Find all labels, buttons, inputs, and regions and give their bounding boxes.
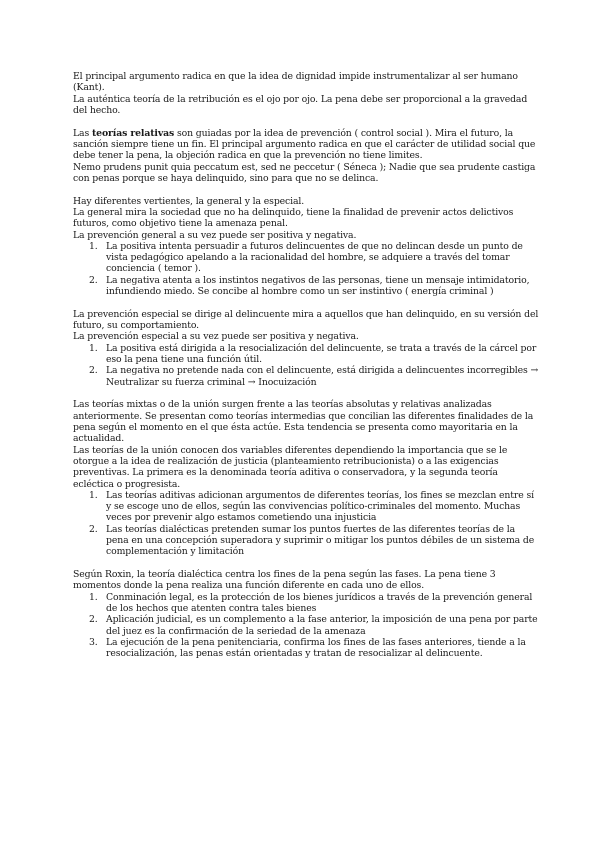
list-item [73,241,540,275]
paragraph-seneca-quote: Nemo prudens punit quia peccatum est, sed ne peccetur ( Séneca ); Nadie que sea prudente castiga con penas porque se haya delinquido, sino para que no se delinca. [73,161,536,184]
paragraph-general: La general mira la sociedad que no ha delinquido, tiene la finalidad de prevenir actos delictivos futuros, como objetivo tiene la amenaza penal. [73,206,514,230]
list-special-prevention [73,343,540,388]
list-item [73,490,540,524]
list-number: 1. [89,342,98,354]
list-number: 2. [89,365,98,377]
text-lead: Las [73,127,92,139]
list-number: 1. [89,489,98,501]
paragraph-relative-theories [73,128,540,162]
list-text: La negativa atenta a los instintos negativos de las personas, tiene un mensaje intimidatorio, infundiendo miedo. Se concibe al hombre como un ser instintivo ( energía criminal ) [106,274,530,298]
list-text: Aplicación judicial, es un complemento a la fase anterior, la imposición de una pena por parte del juez es la confirmación de la seriedad de la amenaza [106,614,538,637]
list-item [73,343,540,366]
list-text: Las teorías dialécticas pretenden sumar los puntos fuertes de las diferentes teorías de la pena en una concepción superadora y suprimir o mitigar los puntos débiles de un sistema de complementación y limitación [106,523,535,558]
list-item [73,524,540,558]
paragraph-mixed-theories: Las teorías mixtas o de la unión surgen frente a las teorías absolutas y relativas analizadas anteriormente. Se presentan como teorías intermedias que concilian las diferentes finalidades de la pena según el momento en el que ésta actúe. Esta tendencia se presenta como mayoritaria en la actualidad. [73,399,534,445]
list-roxin-phases [73,592,540,660]
list-text: La positiva está dirigida a la resocialización del delincuente, se trata a través de la cárcel por eso la pena tiene una función útil. [106,342,537,366]
paragraph-vertientes: Hay diferentes vertientes, la general y la especial. [73,195,305,207]
paragraph-retribution: La auténtica teoría de la retribución es el ojo por ojo. La pena debe ser proporcional a la gravedad del hecho. [73,93,528,116]
list-general-prevention [73,241,540,297]
list-text: Conminación legal, es la protección de los bienes jurídicos a través de la prevención general de los hechos que atenten contra tales bienes [106,591,533,614]
paragraph-roxin: Según Roxin, la teoría dialéctica centra los fines de la pena según las fases. La pena tiene 3 momentos donde la pena realiza una función diferente en cada uno de ellos. [73,569,496,592]
list-number: 2. [89,614,98,626]
list-text: Las teorías aditivas adicionan argumentos de diferentes teorías, los fines se mezclan entre sí y se escoge uno de ellos, según las convivencias político-criminales del momento. Muchas veces por prevenir algo estamos cometiendo una injusticia [106,489,534,524]
list-item [73,592,540,615]
list-item [73,365,540,388]
list-item [73,614,540,637]
list-number: 1. [89,240,98,252]
paragraph-kant: El principal argumento radica en que la idea de dignidad impide instrumentalizar al ser humano (Kant). [73,71,518,94]
paragraph-general-types: La prevención general a su vez puede ser positiva y negativa. [73,229,357,241]
list-text: La ejecución de la pena penitenciaria, confirma los fines de las fases anteriores, tiende a la resocialización, las penas están orientadas y tratan de resocializar al delincuente. [106,636,526,660]
list-number: 1. [89,591,98,603]
paragraph-union-theories: Las teorías de la unión conocen dos variables diferentes dependiendo la importancia que se le otorgue a la idea de realización de justicia (planteamiento retribucionista) o a las exigencias preventivas. La primera es la denominada teoría aditiva o conservadora, y la segunda teoría ecléctica o progresista. [73,444,508,490]
list-number: 2. [89,523,98,535]
list-number: 2. [89,274,98,286]
paragraph-special: La prevención especial se dirige al delincuente mira a aquellos que han delinquido, en su versión del futuro, su comportamiento. [73,308,539,332]
list-text: La positiva intenta persuadir a futuros delincuentes de que no delincan desde un punto de vista pedagógico apelando a la racionalidad del hombre, se adquiere a través del tomar conciencia ( temor ). [106,240,523,275]
list-union-theories [73,490,540,558]
text-rest: son guiadas por la idea de prevención ( control social ). Mira el futuro, la sanción siempre tiene un fin. El principal argumento radica en que el carácter de utilidad social que debe tener la pena, la objeción radica en que la prevención no tiene limites. [73,127,536,162]
list-item [73,637,540,660]
list-text: La negativa no pretende nada con el delincuente, está dirigida a delincuentes incorregibles → Neutralizar su fuerza criminal → Inocuización [106,365,539,388]
term-relative-theories: teorías relativas [91,127,175,139]
list-item [73,275,540,298]
list-number: 3. [89,636,98,648]
paragraph-special-types: La prevención especial a su vez puede ser positiva y negativa. [73,331,359,343]
